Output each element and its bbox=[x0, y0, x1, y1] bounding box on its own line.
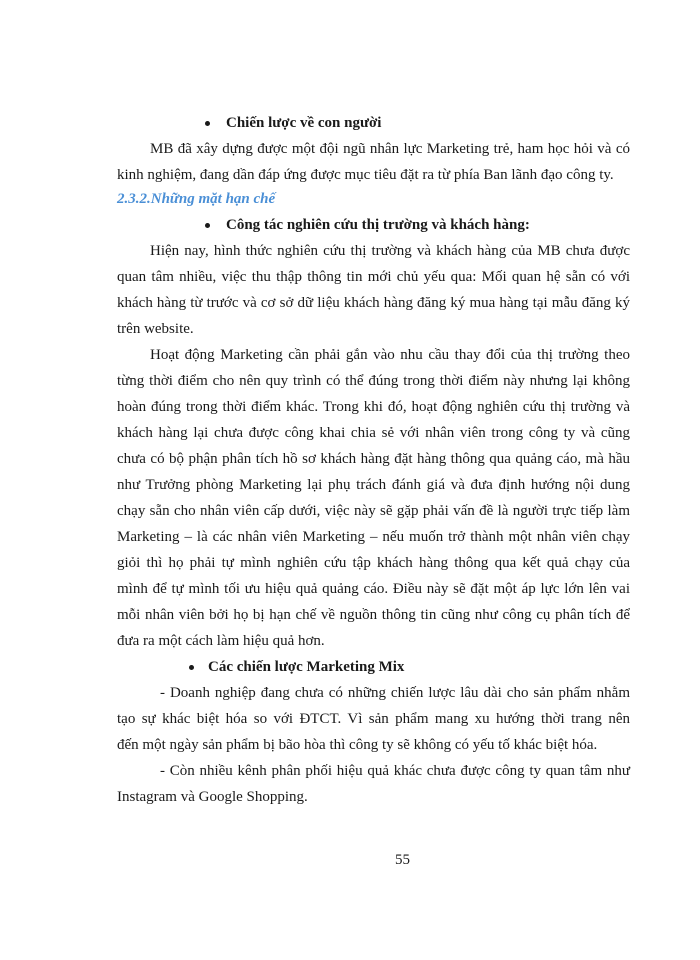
list-item-line: đến một ngày sản phẩm bị bão hòa thì công ty sẽ không có yếu tố khác biệt hóa. bbox=[117, 737, 598, 753]
section-heading-research: Công tác nghiên cứu thị trường và khách hàng: bbox=[226, 217, 530, 233]
bullet-icon bbox=[205, 121, 210, 126]
paragraph-line: từng thời điểm cho nên quy trình có thể đúng trong thời điểm này nhưng lại không bbox=[117, 373, 630, 389]
paragraph-line: mỗi nhân viên bởi họ bị hạn chế về nguồn thông tin cũng như công cụ phân tích để bbox=[117, 607, 630, 623]
paragraph-line: quan tâm nhiều, việc thu thập thông tin mới chủ yếu qua: Mối quan hệ sẵn có với bbox=[117, 269, 630, 285]
paragraph-line: chạy sẵn cho nhân viên cấp dưới, việc này sẽ gặp phải vấn đề là người trực tiếp làm bbox=[117, 503, 630, 519]
paragraph-line: khách hàng lại chưa được công khai chia sẻ với nhân viên trong công ty và cũng bbox=[117, 425, 630, 441]
list-item-line: Instagram và Google Shopping. bbox=[117, 789, 308, 805]
paragraph-line: mình để tự mình tối ưu hiệu quả quảng cáo. Điều này sẽ đặt một áp lực lớn lên vai bbox=[117, 581, 630, 597]
paragraph-line: kinh nghiệm, đang dần đáp ứng được mục tiêu đặt ra từ phía Ban lãnh đạo công ty. bbox=[117, 167, 614, 183]
bullet-research bbox=[205, 215, 530, 235]
bullet-mix bbox=[189, 657, 404, 677]
list-item-line: tạo sự khác biệt hóa so với ĐTCT. Vì sản phẩm mang xu hướng thời trang nên bbox=[117, 711, 630, 727]
section-heading-mix: Các chiến lược Marketing Mix bbox=[208, 659, 405, 675]
paragraph-line: Hoạt động Marketing cần phải gắn vào nhu cầu thay đổi của thị trường theo bbox=[150, 347, 630, 363]
list-item-line: - Còn nhiều kênh phân phối hiệu quả khác chưa được công ty quan tâm như bbox=[160, 763, 630, 779]
paragraph-line: đưa ra một cách làm hiệu quả hơn. bbox=[117, 633, 325, 649]
bullet-icon bbox=[205, 223, 210, 228]
paragraph-line: Marketing – là các nhân viên Marketing – nếu muốn trở thành một nhân viên chạy bbox=[117, 529, 630, 545]
paragraph-line: hoàn đúng trong thời điểm khác. Trong khi đó, hoạt động nghiên cứu thị trường và bbox=[117, 399, 630, 415]
subsection-heading-limitations: 2.3.2.Những mặt hạn chế bbox=[117, 191, 276, 207]
section-heading-people: Chiến lược về con người bbox=[226, 115, 382, 131]
paragraph-line: Hiện nay, hình thức nghiên cứu thị trường và khách hàng của MB chưa được bbox=[150, 243, 630, 259]
page-number: 55 bbox=[395, 852, 410, 868]
paragraph-line: khách hàng từ trước và cơ sở dữ liệu khách hàng đăng ký mua hàng tại mẫu đăng ký bbox=[117, 295, 630, 311]
paragraph-line: MB đã xây dựng được một đội ngũ nhân lực Marketing trẻ, ham học hỏi và có bbox=[150, 141, 630, 157]
paragraph-line: như Trưởng phòng Marketing lại phụ trách đánh giá và đưa định hướng nội dung bbox=[117, 477, 630, 493]
paragraph-line: chưa có bộ phận phân tích hồ sơ khách hàng đặt hàng thông qua quảng cáo, mà hầu bbox=[117, 451, 630, 467]
list-item-line: - Doanh nghiệp đang chưa có những chiến lược lâu dài cho sản phẩm nhằm bbox=[160, 685, 630, 701]
paragraph-line: trên website. bbox=[117, 321, 194, 337]
bullet-icon bbox=[189, 665, 194, 670]
bullet-people bbox=[205, 113, 381, 133]
paragraph-line: giỏi thì họ phải tự mình nghiên cứu tập khách hàng thông qua kết quả chạy của bbox=[117, 555, 630, 571]
